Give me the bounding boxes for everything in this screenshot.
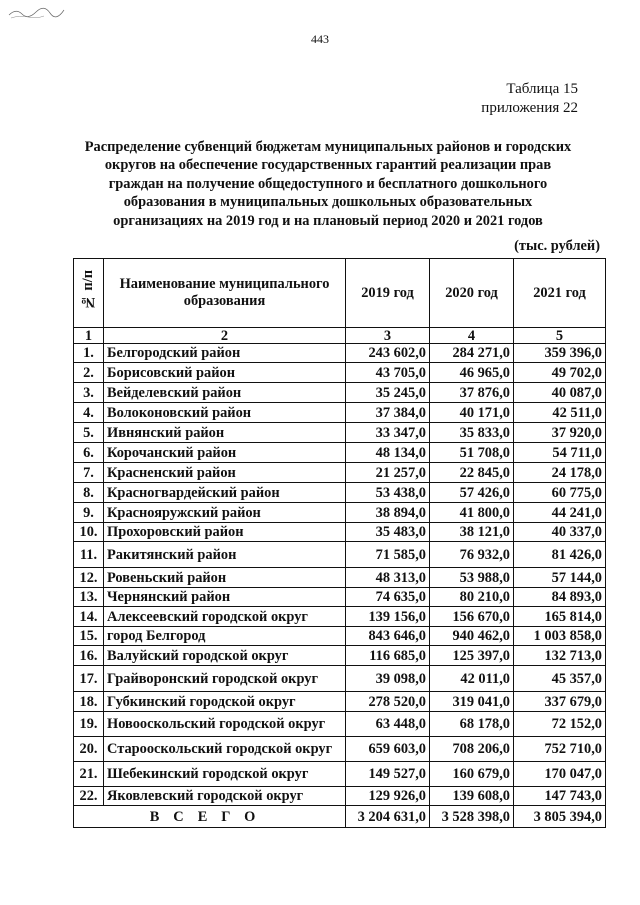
column-index-row	[74, 328, 606, 344]
value-2019: 43 705,0	[346, 363, 430, 383]
table-row	[74, 762, 606, 787]
value-2019: 243 602,0	[346, 344, 430, 363]
value-2020: 80 210,0	[430, 588, 514, 607]
value-2020: 68 178,0	[430, 712, 514, 737]
value-2021: 81 426,0	[514, 542, 606, 568]
table-row	[74, 646, 606, 666]
table-row	[74, 787, 606, 806]
total-row	[74, 806, 606, 828]
caption-line-2: приложения 22	[481, 100, 578, 116]
document-title	[62, 138, 594, 230]
row-name: Яковлевский городской округ	[104, 787, 346, 806]
row-name: Волоконовский район	[104, 403, 346, 423]
row-number: 18.	[74, 692, 104, 712]
value-2020: 46 965,0	[430, 363, 514, 383]
row-name: Новооскольский городской округ	[104, 712, 346, 737]
value-2021: 359 396,0	[514, 344, 606, 363]
row-number: 22.	[74, 787, 104, 806]
value-2020: 160 679,0	[430, 762, 514, 787]
value-2020: 37 876,0	[430, 383, 514, 403]
row-number: 8.	[74, 483, 104, 503]
row-name: Ровеньский район	[104, 568, 346, 588]
value-2020: 708 206,0	[430, 737, 514, 762]
row-number: 7.	[74, 463, 104, 483]
row-number: 6.	[74, 443, 104, 463]
title-line: граждан на получение общедоступного и бесплатного дошкольного	[108, 175, 548, 192]
value-2020: 76 932,0	[430, 542, 514, 568]
table-row	[74, 542, 606, 568]
row-number: 14.	[74, 607, 104, 627]
title-line: округов на обеспечение государственных гарантий реализации прав	[104, 157, 552, 174]
table-row	[74, 737, 606, 762]
total-label: ВСЕГО	[74, 806, 346, 828]
caption-line-1: Таблица 15	[506, 81, 578, 97]
value-2020: 156 670,0	[430, 607, 514, 627]
value-2020: 42 011,0	[430, 666, 514, 692]
row-name: Ивнянский район	[104, 423, 346, 443]
value-2020: 284 271,0	[430, 344, 514, 363]
value-2021: 60 775,0	[514, 483, 606, 503]
header-number: № п/п	[74, 259, 104, 328]
value-2019: 48 313,0	[346, 568, 430, 588]
value-2019: 35 483,0	[346, 523, 430, 542]
value-2019: 149 527,0	[346, 762, 430, 787]
index-cell: 3	[346, 328, 430, 344]
value-2020: 40 171,0	[430, 403, 514, 423]
value-2020: 125 397,0	[430, 646, 514, 666]
value-2019: 48 134,0	[346, 443, 430, 463]
index-cell: 1	[74, 328, 104, 344]
value-2020: 35 833,0	[430, 423, 514, 443]
table-row	[74, 344, 606, 363]
row-name: Ракитянский район	[104, 542, 346, 568]
row-number: 11.	[74, 542, 104, 568]
header-name: Наименование муниципального образования	[104, 259, 346, 328]
table-row	[74, 383, 606, 403]
row-number: 17.	[74, 666, 104, 692]
value-2021: 54 711,0	[514, 443, 606, 463]
value-2021: 42 511,0	[514, 403, 606, 423]
value-2021: 170 047,0	[514, 762, 606, 787]
row-name: Вейделевский район	[104, 383, 346, 403]
table-row	[74, 607, 606, 627]
value-2019: 33 347,0	[346, 423, 430, 443]
value-2020: 41 800,0	[430, 503, 514, 523]
value-2019: 53 438,0	[346, 483, 430, 503]
title-line: образования в муниципальных дошкольных образовательных	[123, 194, 533, 211]
index-cell: 2	[104, 328, 346, 344]
table-caption	[481, 80, 578, 118]
row-name: Грайворонский городской округ	[104, 666, 346, 692]
value-2020: 53 988,0	[430, 568, 514, 588]
row-name: Красногвардейский район	[104, 483, 346, 503]
row-number: 2.	[74, 363, 104, 383]
value-2019: 129 926,0	[346, 787, 430, 806]
row-name: Прохоровский район	[104, 523, 346, 542]
row-number: 5.	[74, 423, 104, 443]
row-number: 15.	[74, 627, 104, 646]
row-name: Чернянский район	[104, 588, 346, 607]
row-name: Красненский район	[104, 463, 346, 483]
value-2019: 38 894,0	[346, 503, 430, 523]
header-2019: 2019 год	[346, 259, 430, 328]
title-line: организациях на 2019 год и на плановый период 2020 и 2021 годов	[113, 212, 543, 229]
value-2019: 74 635,0	[346, 588, 430, 607]
value-2019: 39 098,0	[346, 666, 430, 692]
units-label: (тыс. рублей)	[514, 238, 600, 254]
table-row	[74, 588, 606, 607]
row-number: 3.	[74, 383, 104, 403]
corner-scribble	[8, 6, 66, 20]
value-2021: 44 241,0	[514, 503, 606, 523]
table-row	[74, 523, 606, 542]
header-2021: 2021 год	[514, 259, 606, 328]
total-2020: 3 528 398,0	[430, 806, 514, 828]
value-2021: 72 152,0	[514, 712, 606, 737]
row-name: Краснояружский район	[104, 503, 346, 523]
value-2020: 139 608,0	[430, 787, 514, 806]
value-2020: 940 462,0	[430, 627, 514, 646]
table-row	[74, 692, 606, 712]
value-2021: 24 178,0	[514, 463, 606, 483]
page-number: 443	[311, 32, 329, 46]
value-2019: 71 585,0	[346, 542, 430, 568]
row-number: 12.	[74, 568, 104, 588]
value-2020: 57 426,0	[430, 483, 514, 503]
value-2021: 40 087,0	[514, 383, 606, 403]
row-name: Валуйский городской округ	[104, 646, 346, 666]
index-cell: 5	[514, 328, 606, 344]
table-row	[74, 463, 606, 483]
row-name: Шебекинский городской округ	[104, 762, 346, 787]
subsidy-table	[73, 258, 606, 828]
table-row	[74, 627, 606, 646]
value-2021: 337 679,0	[514, 692, 606, 712]
table-row	[74, 363, 606, 383]
value-2021: 132 713,0	[514, 646, 606, 666]
value-2020: 51 708,0	[430, 443, 514, 463]
value-2019: 63 448,0	[346, 712, 430, 737]
row-number: 20.	[74, 737, 104, 762]
table-row	[74, 443, 606, 463]
value-2021: 84 893,0	[514, 588, 606, 607]
table-row	[74, 568, 606, 588]
row-number: 19.	[74, 712, 104, 737]
value-2021: 1 003 858,0	[514, 627, 606, 646]
row-name: Белгородский район	[104, 344, 346, 363]
header-2020: 2020 год	[430, 259, 514, 328]
value-2020: 319 041,0	[430, 692, 514, 712]
row-name: город Белгород	[104, 627, 346, 646]
row-name: Борисовский район	[104, 363, 346, 383]
table-row	[74, 403, 606, 423]
value-2019: 37 384,0	[346, 403, 430, 423]
row-number: 16.	[74, 646, 104, 666]
value-2021: 147 743,0	[514, 787, 606, 806]
value-2021: 57 144,0	[514, 568, 606, 588]
table-header-row	[74, 259, 606, 328]
value-2021: 37 920,0	[514, 423, 606, 443]
value-2020: 38 121,0	[430, 523, 514, 542]
value-2019: 139 156,0	[346, 607, 430, 627]
value-2019: 843 646,0	[346, 627, 430, 646]
total-2019: 3 204 631,0	[346, 806, 430, 828]
row-number: 4.	[74, 403, 104, 423]
value-2021: 49 702,0	[514, 363, 606, 383]
table-row	[74, 712, 606, 737]
value-2019: 278 520,0	[346, 692, 430, 712]
table-row	[74, 503, 606, 523]
value-2019: 21 257,0	[346, 463, 430, 483]
value-2021: 165 814,0	[514, 607, 606, 627]
row-number: 10.	[74, 523, 104, 542]
value-2021: 752 710,0	[514, 737, 606, 762]
table-row	[74, 666, 606, 692]
value-2019: 35 245,0	[346, 383, 430, 403]
title-line: Распределение субвенций бюджетам муниципальных районов и городских	[84, 139, 572, 155]
row-name: Корочанский район	[104, 443, 346, 463]
row-number: 21.	[74, 762, 104, 787]
row-number: 13.	[74, 588, 104, 607]
value-2019: 116 685,0	[346, 646, 430, 666]
row-name: Губкинский городской округ	[104, 692, 346, 712]
row-number: 1.	[74, 344, 104, 363]
value-2019: 659 603,0	[346, 737, 430, 762]
row-number: 9.	[74, 503, 104, 523]
value-2021: 45 357,0	[514, 666, 606, 692]
value-2021: 40 337,0	[514, 523, 606, 542]
row-name: Алексеевский городской округ	[104, 607, 346, 627]
total-2021: 3 805 394,0	[514, 806, 606, 828]
table-row	[74, 423, 606, 443]
value-2020: 22 845,0	[430, 463, 514, 483]
row-name: Старооскольский городской округ	[104, 737, 346, 762]
index-cell: 4	[430, 328, 514, 344]
table-row	[74, 483, 606, 503]
